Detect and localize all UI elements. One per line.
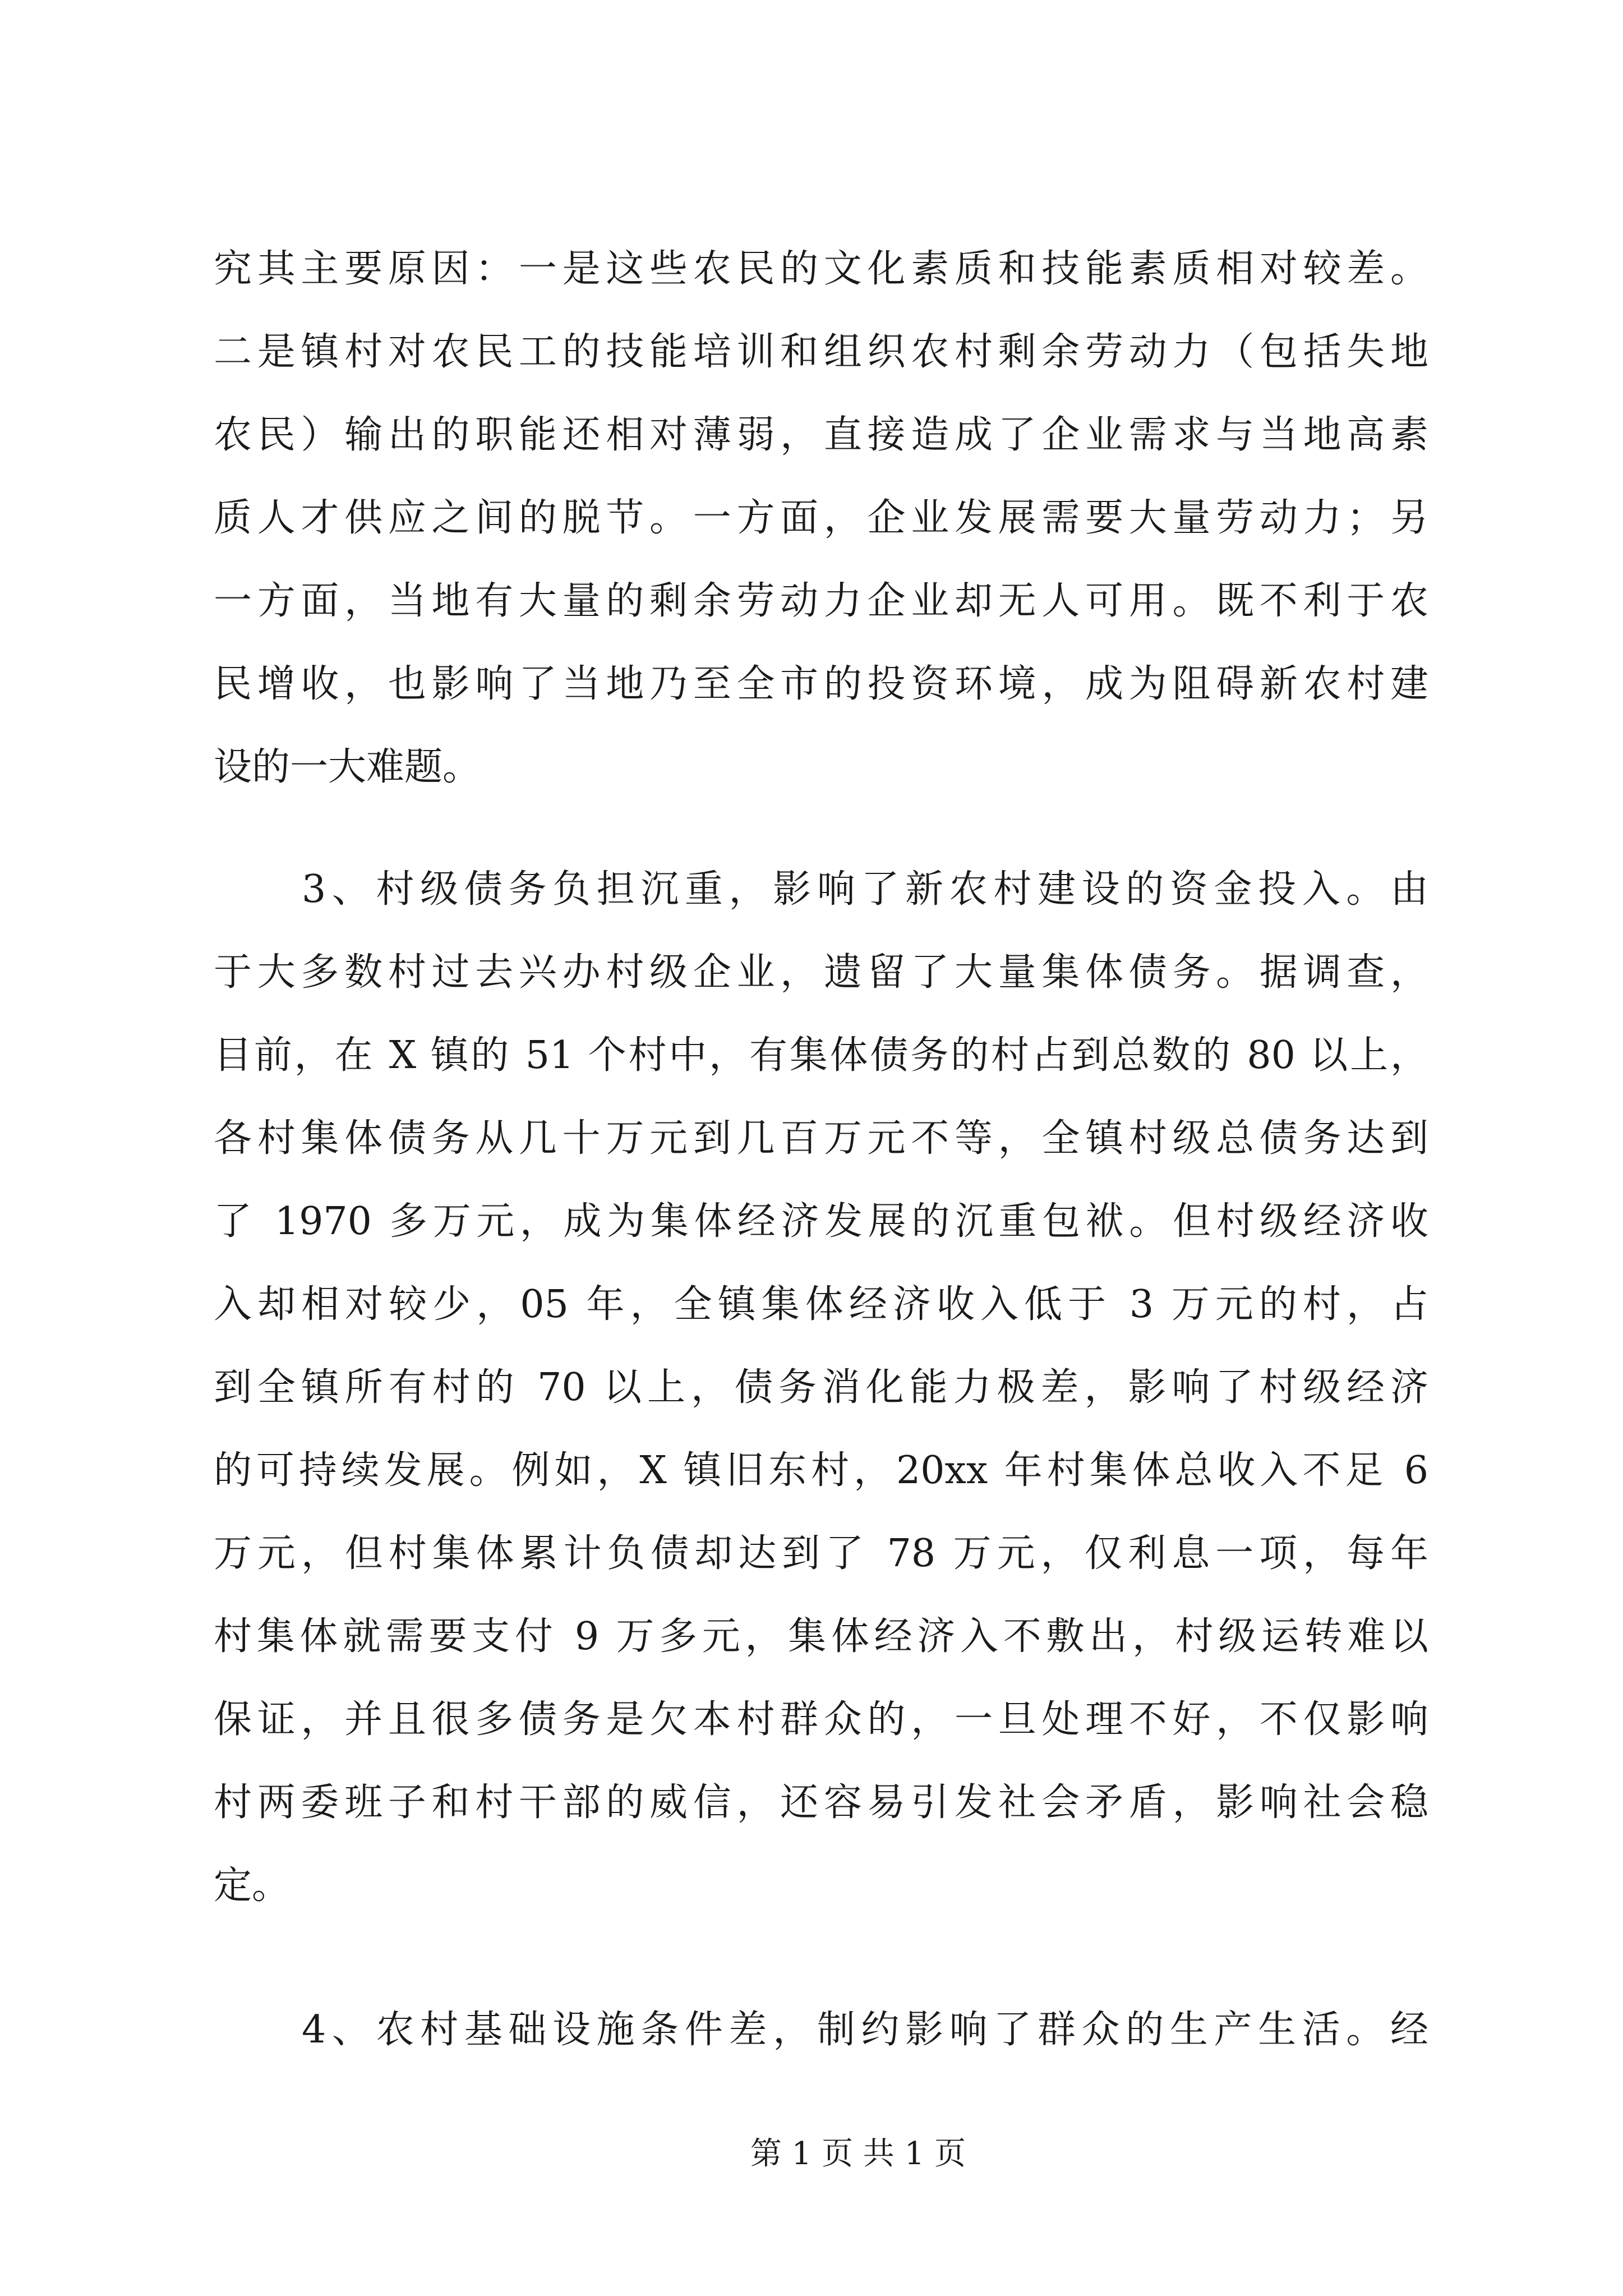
text-line: 质人才供应之间的脱节。一方面，企业发展需要大量劳动力；另 xyxy=(214,496,1428,540)
text-line: 村集体就需要支付 9 万多元，集体经济入不敷出，村级运转难以 xyxy=(214,1614,1428,1659)
text-line: 万元，但村集体累计负债却达到了 78 万元，仅利息一项，每年 xyxy=(214,1531,1428,1576)
text-line: 村两委班子和村干部的威信，还容易引发社会矛盾，影响社会稳 xyxy=(214,1780,1428,1825)
page-footer xyxy=(729,2132,987,2177)
text-line: 于大多数村过去兴办村级企业，遗留了大量集体债务。据调查， xyxy=(214,950,1428,995)
text-line: 设的一大难题。 xyxy=(214,745,481,789)
text-line: 目前，在 X 镇的 51 个村中，有集体债务的村占到总数的 80 以上， xyxy=(214,1033,1428,1078)
paragraph xyxy=(214,1989,1428,2072)
text-line: 到全镇所有村的 70 以上，债务消化能力极差，影响了村级经济 xyxy=(214,1365,1428,1410)
text-line: 定。 xyxy=(214,1864,291,1908)
text-line: 了 1970 多万元，成为集体经济发展的沉重包袱。但村级经济收 xyxy=(214,1199,1428,1244)
text-line: 3、村级债务负担沉重，影响了新农村建设的资金投入。由 xyxy=(302,867,1428,912)
text-line: 民增收，也影响了当地乃至全市的投资环境，成为阻碍新农村建 xyxy=(214,662,1428,706)
text-line: 的可持续发展。例如，X 镇旧东村，20xx 年村集体总收入不足 6 xyxy=(214,1448,1428,1493)
text-line: 农民）输出的职能还相对薄弱，直接造成了企业需求与当地高素 xyxy=(214,413,1428,457)
text-line: 入却相对较少，05 年，全镇集体经济收入低于 3 万元的村，占 xyxy=(214,1282,1428,1327)
paragraph xyxy=(214,228,1428,809)
page-number-label: 第 1 页 共 1 页 xyxy=(750,2136,966,2172)
body-text xyxy=(214,228,1428,2072)
text-line: 各村集体债务从几十万元到几百万元不等，全镇村级总债务达到 xyxy=(214,1116,1428,1161)
paragraph xyxy=(214,848,1428,1927)
text-line: 二是镇村对农民工的技能培训和组织农村剩余劳动力（包括失地 xyxy=(214,330,1428,374)
text-line: 保证，并且很多债务是欠本村群众的，一旦处理不好，不仅影响 xyxy=(214,1697,1428,1742)
text-line: 究其主要原因：一是这些农民的文化素质和技能素质相对较差。 xyxy=(214,247,1428,291)
text-line: 4、农村基础设施条件差，制约影响了群众的生产生活。经 xyxy=(302,2008,1428,2052)
text-line: 一方面，当地有大量的剩余劳动力企业却无人可用。既不利于农 xyxy=(214,579,1428,623)
